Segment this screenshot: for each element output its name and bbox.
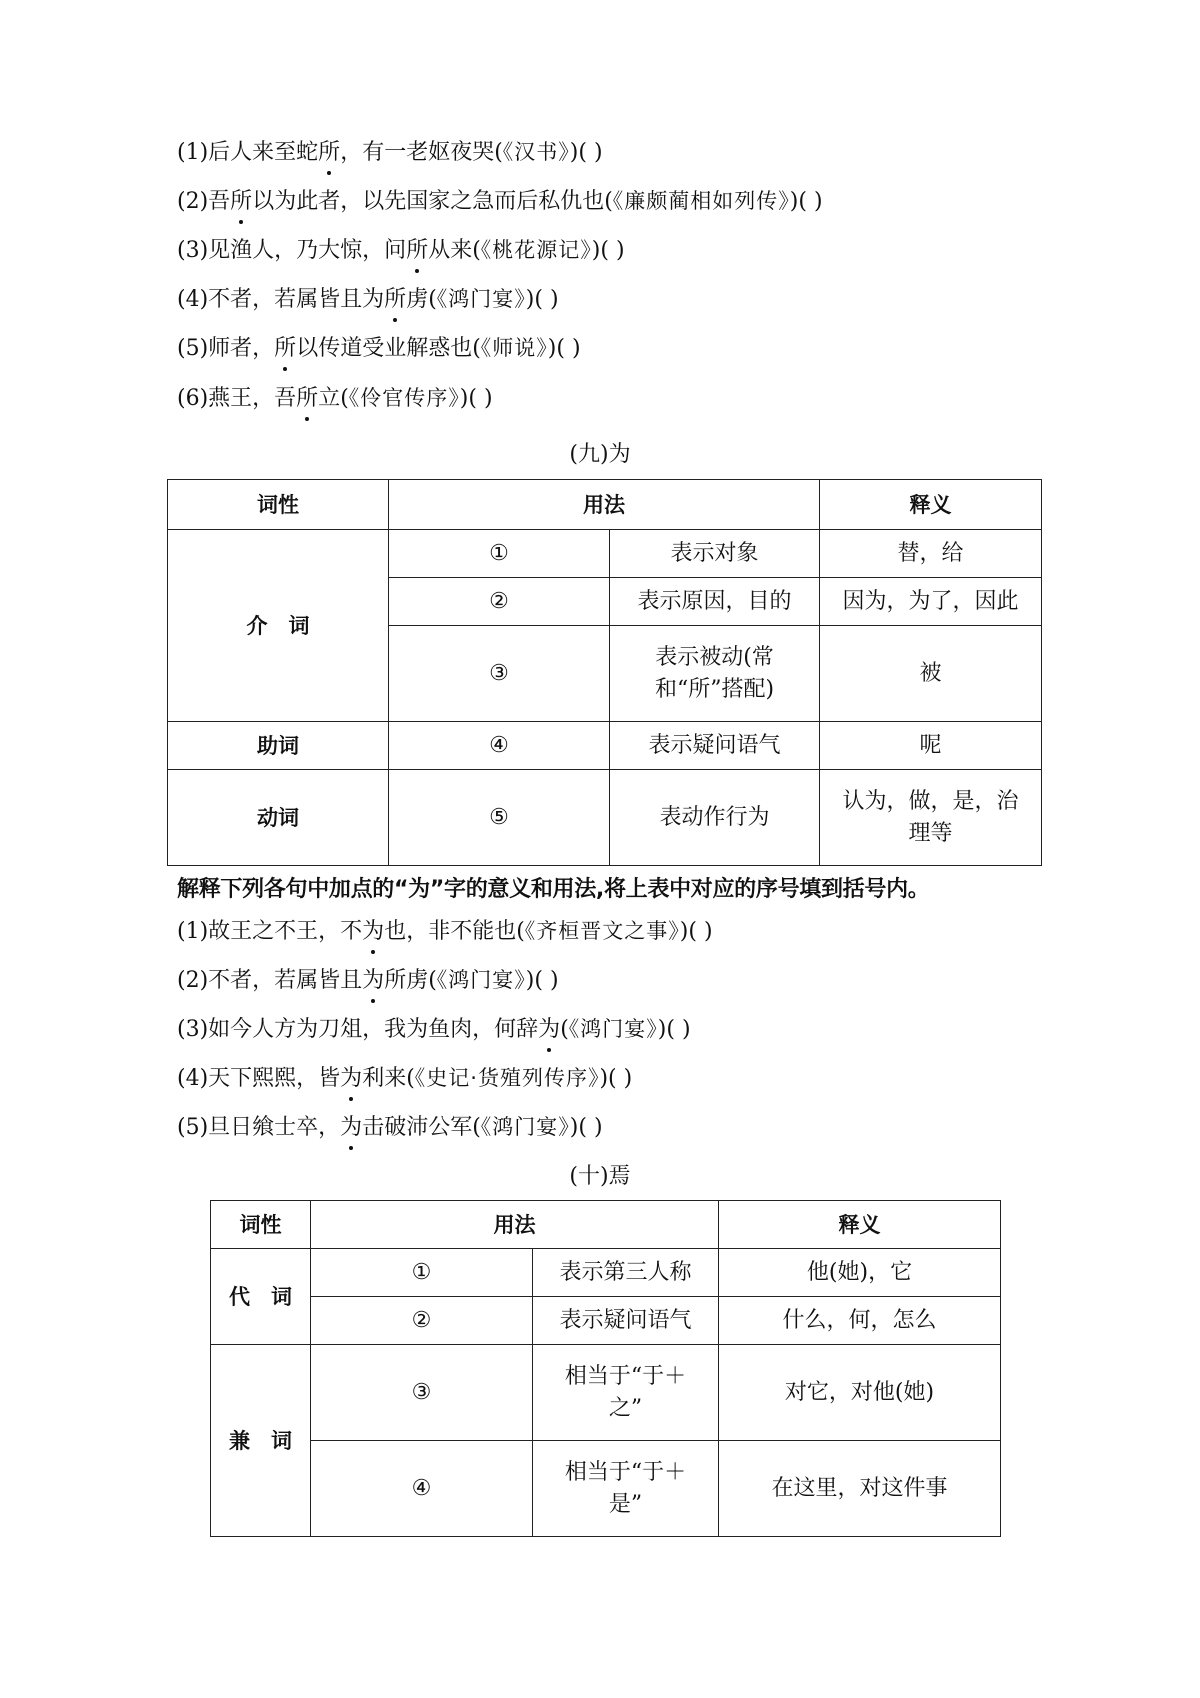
wei-sentence-5: (5)旦日飨士卒，为击破沛公军(《鸿门宴》)( ): [177, 1112, 603, 1143]
meaning-cell: 被: [820, 626, 1042, 722]
suo-sentence-4: (4)不者，若属皆且为所虏(《鸿门宴》)( ): [177, 284, 559, 315]
usage-cell: 表示第三人称: [533, 1249, 719, 1297]
meaning-cell: 认为，做，是，治理等: [820, 770, 1042, 866]
dotted-char: 所: [318, 138, 340, 168]
usage-cell: 相当于“于＋之”: [533, 1345, 719, 1441]
table-row: [168, 530, 1042, 578]
wei-sentence-2: (2)不者，若属皆且为所虏(《鸿门宴》)( ): [177, 965, 559, 996]
table-row: [211, 1441, 1001, 1537]
wei-table: [167, 479, 1042, 866]
usage-cell: 表示被动(常和“所”搭配): [610, 626, 820, 722]
meaning-cell: 什么，何，怎么: [719, 1297, 1001, 1345]
pos-cell: 代 词: [211, 1249, 311, 1345]
usage-cell: 表示疑问语气: [610, 722, 820, 770]
num-cell: ③: [389, 626, 610, 722]
table-row: [168, 770, 1042, 866]
header-pos: 词性: [168, 480, 389, 530]
dotted-char: 为: [362, 966, 384, 996]
usage-cell: 表示对象: [610, 530, 820, 578]
table-row: [211, 1345, 1001, 1441]
usage-cell: 表动作行为: [610, 770, 820, 866]
header-meaning: 释义: [719, 1201, 1001, 1249]
suo-sentence-3: (3)见渔人，乃大惊，问所从来(《桃花源记》)( ): [177, 235, 625, 266]
yan-table: [210, 1200, 1001, 1537]
section-heading-wei: (九)为: [569, 442, 631, 467]
meaning-cell: 呢: [820, 722, 1042, 770]
suo-sentence-5: (5)师者，所以传道受业解惑也(《师说》)( ): [177, 333, 581, 364]
meaning-cell: 他(她)，它: [719, 1249, 1001, 1297]
table-row: [211, 1297, 1001, 1345]
meaning-cell: 替，给: [820, 530, 1042, 578]
section-heading-yan: (十)焉: [569, 1164, 631, 1189]
header-meaning: 释义: [820, 480, 1042, 530]
num-cell: ③: [311, 1345, 533, 1441]
usage-cell: 表示原因，目的: [610, 578, 820, 626]
dotted-char: 为: [340, 1064, 362, 1094]
usage-cell: 表示疑问语气: [533, 1297, 719, 1345]
dotted-char: 为: [340, 1113, 362, 1143]
num-cell: ②: [389, 578, 610, 626]
dotted-char: 所: [296, 384, 318, 414]
header-usage: 用法: [389, 480, 820, 530]
suo-sentence-2: (2)吾所以为此者，以先国家之急而后私仇也(《廉颇蔺相如列传》)( ): [177, 186, 823, 217]
suo-sentence-1: (1)后人来至蛇所，有一老妪夜哭(《汉书》)( ): [177, 137, 603, 168]
meaning-cell: 对它，对他(她): [719, 1345, 1001, 1441]
num-cell: ①: [311, 1249, 533, 1297]
pos-cell: 助词: [168, 722, 389, 770]
wei-sentence-4: (4)天下熙熙，皆为利来(《史记·货殖列传序》)( ): [177, 1063, 632, 1094]
dotted-char: 所: [230, 187, 252, 217]
meaning-cell: 因为，为了，因此: [820, 578, 1042, 626]
instruction-text: 解释下列各句中加点的“为”字的意义和用法,将上表中对应的序号填到括号内。: [177, 877, 930, 902]
num-cell: ②: [311, 1297, 533, 1345]
dotted-char: 所: [384, 285, 406, 315]
table-row: [168, 722, 1042, 770]
dotted-char: 为: [362, 917, 384, 947]
wei-sentence-1: (1)故王之不王，不为也，非不能也(《齐桓晋文之事》)( ): [177, 916, 713, 947]
pos-cell: 兼 词: [211, 1345, 311, 1537]
dotted-char: 所: [274, 334, 296, 364]
wei-sentence-3: (3)如今人方为刀俎，我为鱼肉，何辞为(《鸿门宴》)( ): [177, 1014, 691, 1045]
num-cell: ⑤: [389, 770, 610, 866]
table-row: [211, 1249, 1001, 1297]
num-cell: ①: [389, 530, 610, 578]
pos-cell: 动词: [168, 770, 389, 866]
header-usage: 用法: [311, 1201, 719, 1249]
dotted-char: 为: [538, 1015, 560, 1045]
pos-cell: 介 词: [168, 530, 389, 722]
num-cell: ④: [311, 1441, 533, 1537]
num-cell: ④: [389, 722, 610, 770]
usage-cell: 相当于“于＋是”: [533, 1441, 719, 1537]
header-pos: 词性: [211, 1201, 311, 1249]
meaning-cell: 在这里，对这件事: [719, 1441, 1001, 1537]
suo-sentence-6: (6)燕王，吾所立(《伶官传序》)( ): [177, 383, 493, 414]
dotted-char: 所: [406, 236, 428, 266]
